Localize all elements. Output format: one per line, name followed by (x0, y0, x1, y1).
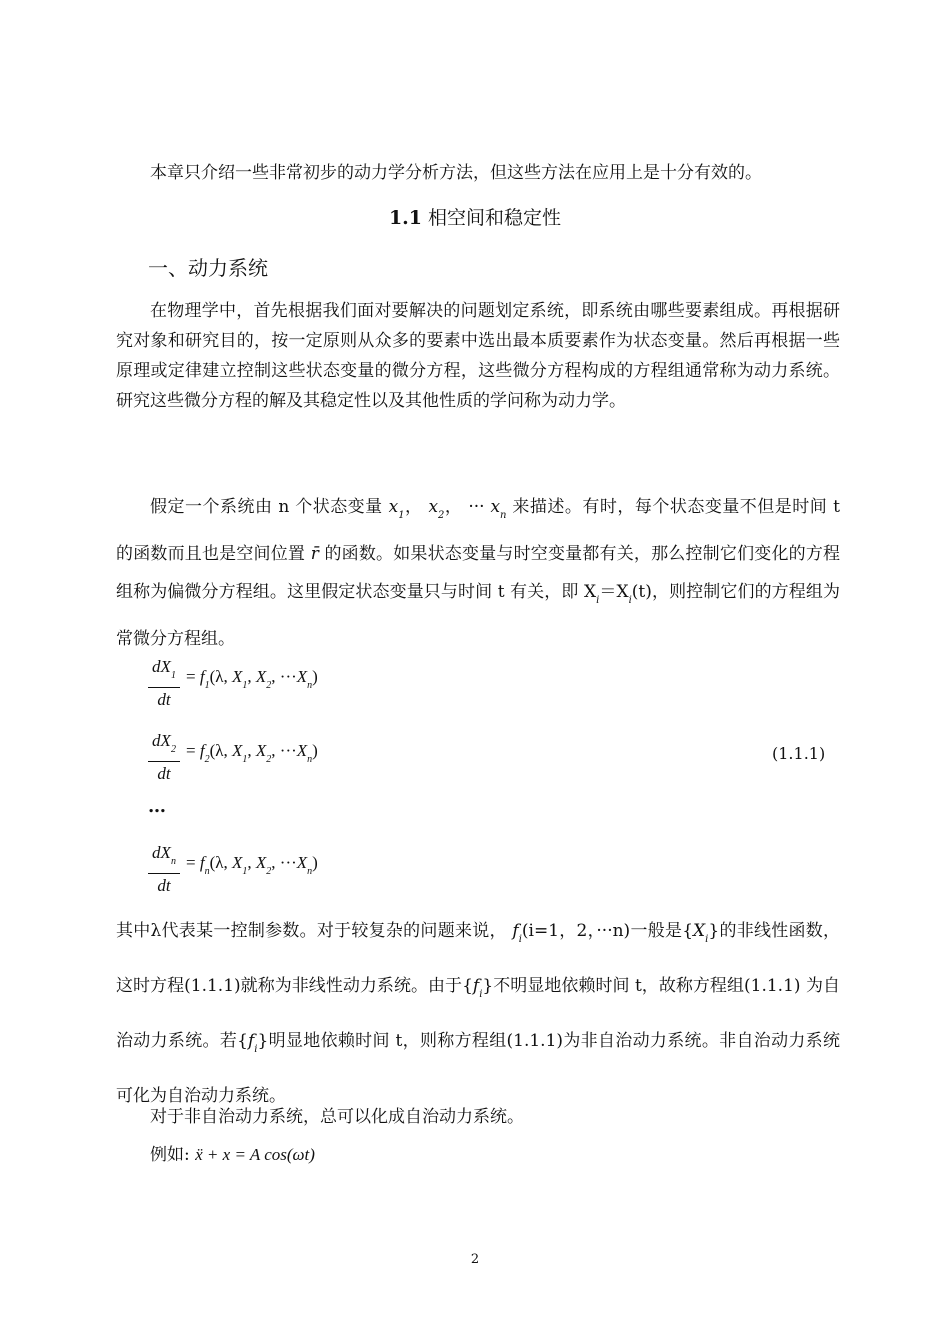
example-label: 例如: (150, 1145, 190, 1165)
p2-text-4: (t)，则控制它们的方程组为常微分方程组。 (116, 582, 840, 649)
derivative-fraction: $\frac{dX_1}{dt}$ (148, 656, 180, 712)
page-number: 2 (470, 1252, 480, 1267)
paragraph-dynamical-system: 在物理学中，首先根据我们面对要解决的问题划定系统，即系统由哪些要素组成。再根据研究对象和研究目的，按一定原则从众多的要素中选出最本质要素作为状态变量。然后再根据一些原理或定律建立控制这些状态变量的微分方程，这些微分方程构成的方程组通常称为动力系统。研究这些微分方程的解及其稳定性以及其他性质的学问称为动力学。 (116, 301, 840, 411)
paragraph-nonlinear: 其中λ代表某一控制参数。对于较复杂的问题来说， $f_i(i=1$，2，···n)一般是$\{X_i\}$的非线性函数，这时方程(1.1.1)就称为非线性动力系统。由于$\{f_i\}$不明显地依赖时间 t，故称方程组(1.1.1) 为自治动力系统。若$\{f_i\}$明显地依赖时间 t，则称方程组(1.1.1)为非自治动力系统。非自治动力系统可化为自治动力系统。 (116, 921, 840, 1106)
var-x1: $x_1$ (388, 497, 405, 521)
equation-number: (1.1.1) (772, 744, 826, 763)
vertical-ellipsis: … (148, 796, 166, 817)
paragraph-nonautonomous: 对于非自治动力系统，总可以化成自治动力系统。 (150, 1107, 524, 1127)
var-xn: $x_n$ (490, 497, 507, 521)
p2-text-1: 假定一个系统由 n 个状态变量 (150, 497, 383, 517)
subsection-title: 一、动力系统 (148, 256, 268, 280)
section-number: 1.1 (388, 207, 422, 229)
intro-paragraph: 本章只介绍一些非常初步的动力学分析方法，但这些方法在应用上是十分有效的。 (150, 163, 762, 183)
paragraph-state-variables: 假定一个系统由 n 个状态变量 $x_1$， $x_2$， ··· $x_n$ 来描述。有时，每个状态变量不但是时间 t 的函数而且也是空间位置 r̄ 的函数。如果状态变量与时空变量都有关，那么控制它们变化的方程组称为偏微分方程组。这里假定状态变量只与时间 t 有关，即 $X_i=X_i(t)$，则控制它们的方程组为常微分方程组。 (116, 497, 841, 649)
example-equation: ẍ + x = A cos(ωt) (195, 1145, 315, 1164)
var-x2: $x_2$ (428, 497, 445, 521)
derivative-fraction: $dX_n$ dt (148, 842, 180, 898)
p2-text-2: 来描述。有时，每个状态变量不但是时间 t 的函数而且也是空间位置 (116, 497, 841, 564)
position-vector-r: r̄ (310, 544, 319, 564)
section-title (0, 203, 950, 230)
ellipsis: ··· (468, 497, 485, 517)
p2-text-3: 的函数。如果状态变量与时空变量都有关，那么控制它们变化的方程组称为偏微分方程组。这里假定状态变量只与时间 t 有关，即 X (116, 544, 841, 602)
derivative-fraction: $\frac{dX_2}{dt}$ (148, 730, 180, 786)
example-line (150, 1140, 315, 1165)
section-text: 相空间和稳定性 (428, 207, 562, 229)
